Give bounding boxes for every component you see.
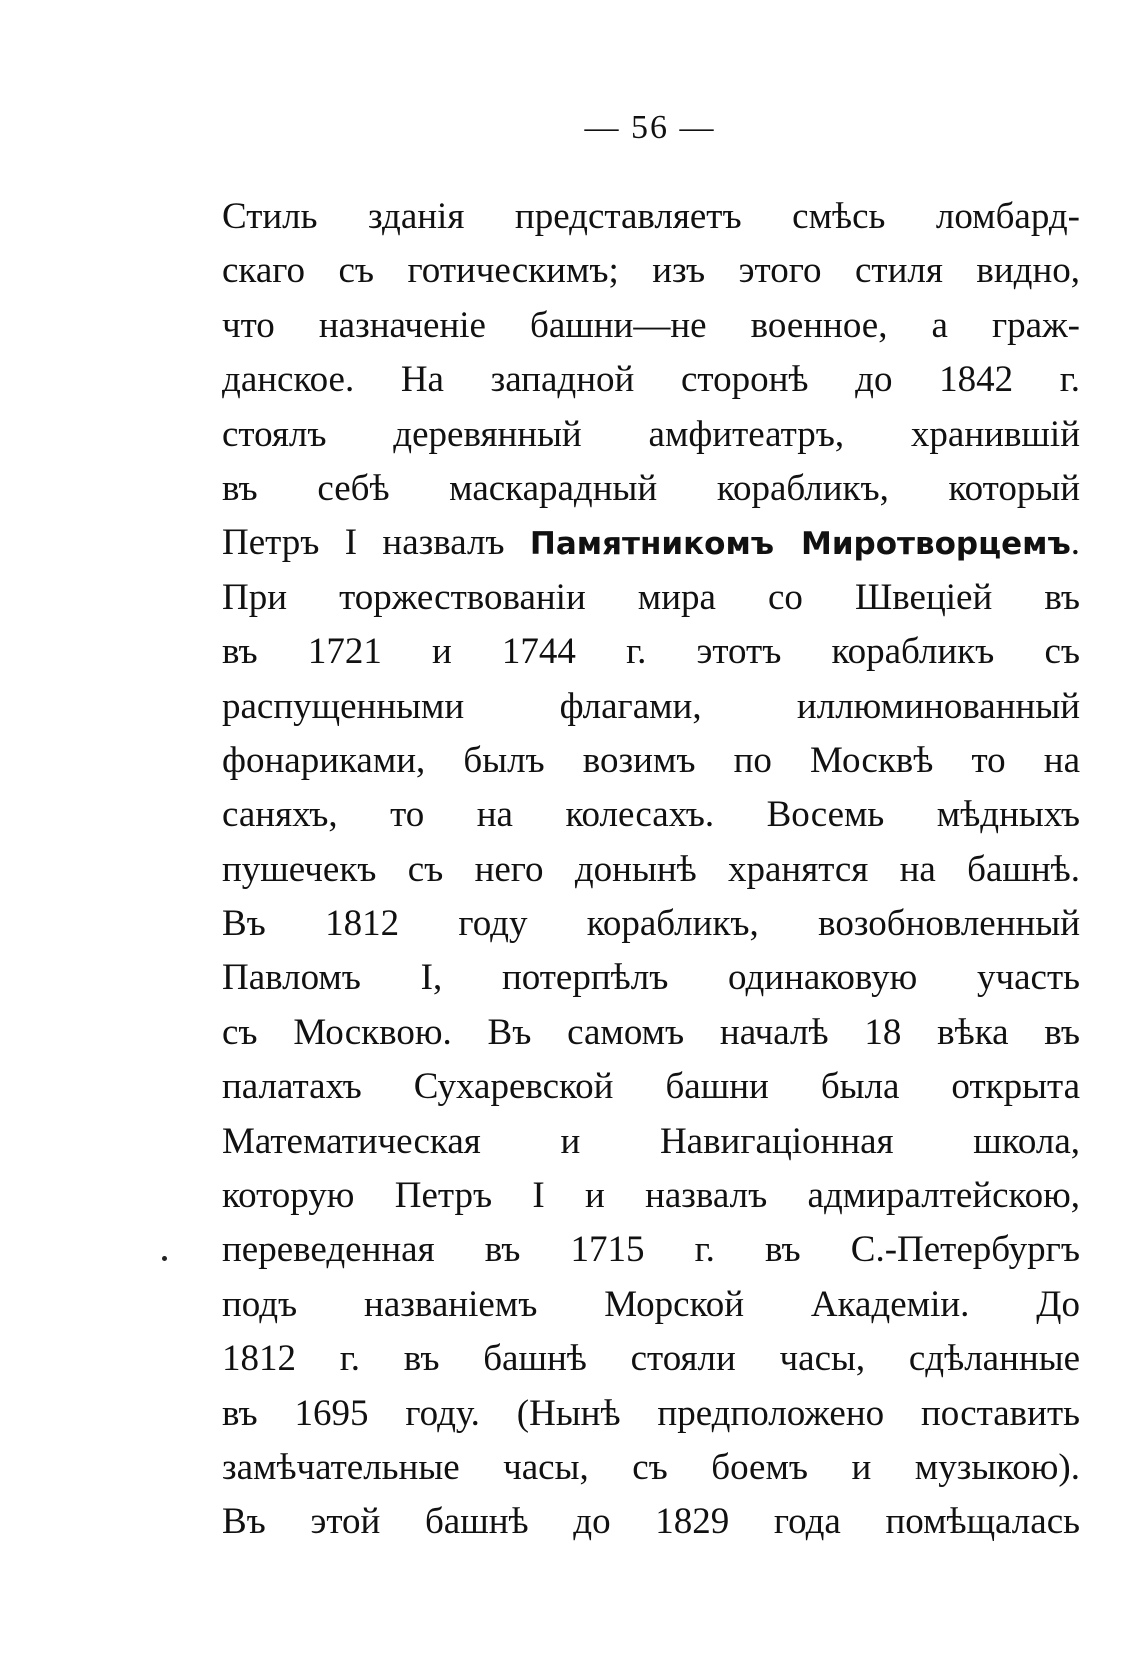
text-line: переведенная въ 1715 г. въ С.-Петербургъ <box>222 1229 1080 1271</box>
text-line: Павломъ I, потерпѣлъ одинаковую участь <box>222 957 1080 999</box>
text-line: пушечекъ съ него донынѣ хранятся на башнѣ. <box>222 848 1080 890</box>
text-line: Математическая и Навигаціонная школа, <box>222 1120 1080 1162</box>
emphasized-phrase: Памятникомъ Миротворцемъ <box>529 526 1071 563</box>
body-text <box>222 190 1080 1550</box>
text-line: подъ названіемъ Морской Академіи. До <box>222 1283 1080 1325</box>
text-line: въ 1721 и 1744 г. этотъ корабликъ съ <box>222 631 1080 673</box>
text-line: фонариками, былъ возимъ по Москвѣ то на <box>222 739 1080 781</box>
text-line: саняхъ, то на колесахъ. Восемь мѣдныхъ <box>222 794 1080 836</box>
text-line: съ Москвою. Въ самомъ началѣ 18 вѣка въ <box>222 1011 1080 1053</box>
text-segment: Петръ I назвалъ <box>222 522 530 564</box>
text-line: палатахъ Сухаревской башни была открыта <box>222 1066 1080 1108</box>
text-line: Въ 1812 году корабликъ, возобновленный <box>222 903 1080 945</box>
text-line: въ себѣ маскарадный корабликъ, который <box>222 467 1080 509</box>
text-line: скаго съ готическимъ; изъ этого стиля видно, <box>222 250 1080 292</box>
text-line: Въ этой башнѣ до 1829 года помѣщалась <box>222 1501 1080 1543</box>
text-line: которую Петръ I и назвалъ адмиралтейскою, <box>222 1175 1080 1217</box>
text-line: въ 1695 году. (Нынѣ предположено поставить <box>222 1392 1080 1434</box>
text-line: распущенными флагами, иллюминованный <box>222 685 1080 727</box>
ink-speck <box>162 1256 167 1261</box>
text-segment: . <box>1070 522 1080 564</box>
text-line: 1812 г. въ башнѣ стояли часы, сдѣланные <box>222 1338 1080 1380</box>
text-line-with-emphasis <box>222 516 1080 570</box>
text-line: стоялъ деревянный амфитеатръ, хранившій <box>222 413 1080 455</box>
text-line: Стиль зданія представляетъ смѣсь ломбард- <box>222 196 1080 237</box>
page-number: — 56 — <box>584 109 716 146</box>
text-line: замѣчательные часы, съ боемъ и музыкою). <box>222 1446 1080 1488</box>
text-line: При торжествованіи мира со Швеціей въ <box>222 576 1080 618</box>
text-line: данское. На западной сторонѣ до 1842 г. <box>222 359 1080 401</box>
text-line: что назначеніе башни—не военное, а граж- <box>222 304 1080 346</box>
